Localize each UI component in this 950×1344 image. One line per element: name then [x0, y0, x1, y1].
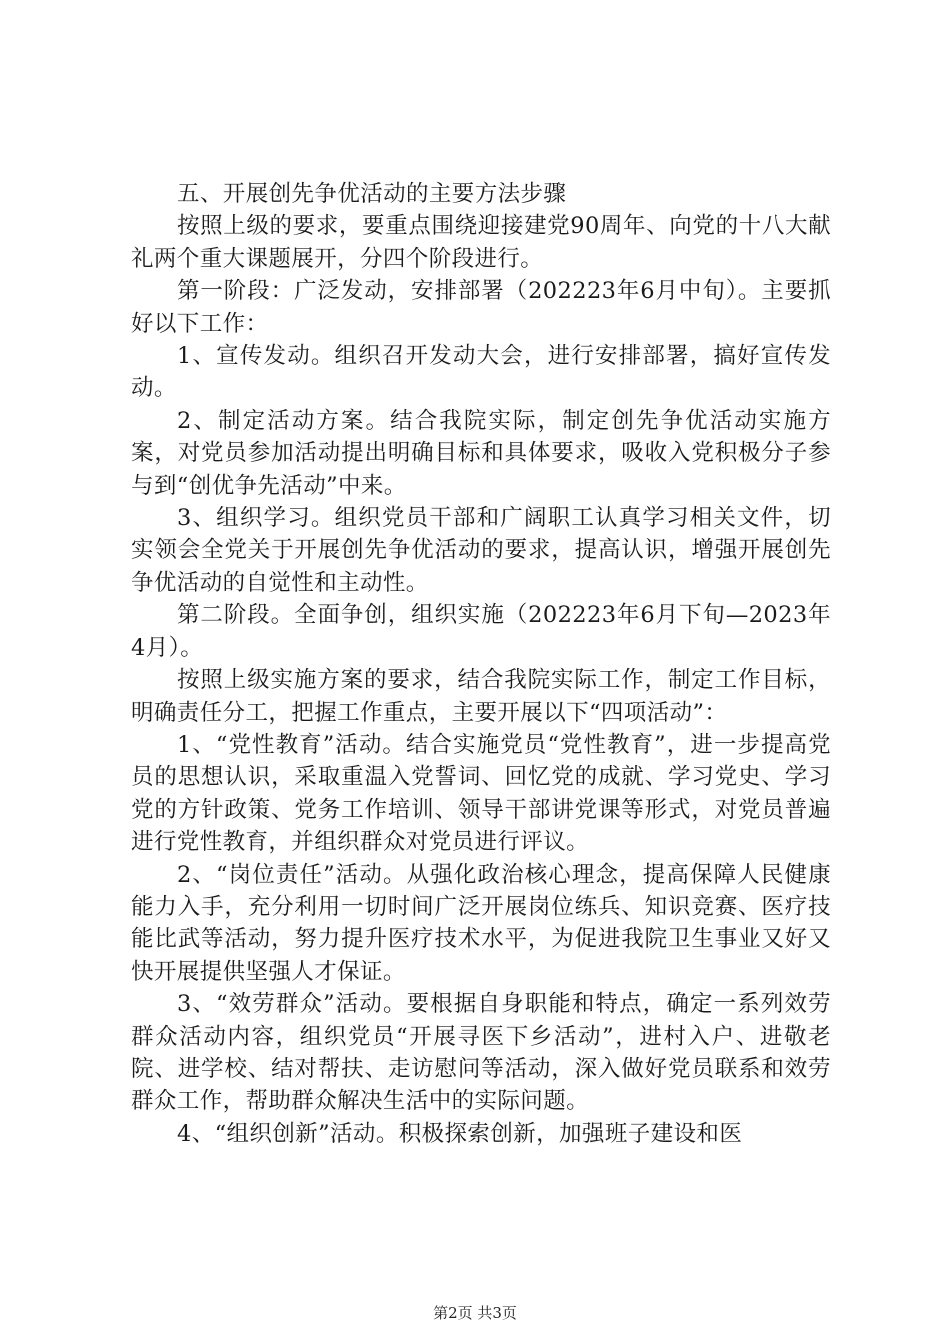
page-number-footer: 第2页 共3页 [433, 1304, 517, 1322]
paragraph-intro: 按照上级的要求，要重点围绕迎接建党90周年、向党的十八大献礼两个重大课题展开，分四个阶段进行。 [131, 213, 831, 272]
paragraph-item-plan: 2、制定活动方案。结合我院实际，制定创先争优活动实施方案，对党员参加活动提出明确目标和具体要求，吸收入党积极分子参与到“创优争先活动”中来。 [131, 407, 831, 499]
paragraph-activity-party-education: 1、“党性教育”活动。结合实施党员“党性教育”，进一步提高党员的思想认识，采取重温入党誓词、回忆党的成就、学习党史、学习党的方针政策、党务工作培训、领导干部讲党课等形式，对党员普遍进行党性教育，并组织群众对党员进行评议。 [131, 731, 831, 856]
paragraph-activity-serve-masses: 3、“效劳群众”活动。要根据自身职能和特点，确定一系列效劳群众活动内容，组织党员“开展寻医下乡活动”，进村入户、进敬老院、进学校、结对帮扶、走访慰问等活动，深入做好党员联系和效劳群众工作，帮助群众解决生活中的实际问题。 [131, 991, 831, 1115]
paragraph-activity-org-innovation: 4、“组织创新”活动。积极探索创新，加强班子建设和医 [177, 1120, 743, 1147]
document-body [131, 178, 831, 1150]
paragraph-phase-two: 第二阶段。全面争创，组织实施（202223年6月下旬—2023年4月）。 [131, 602, 831, 661]
section-heading: 五、开展创先争优活动的主要方法步骤 [177, 181, 567, 207]
paragraph-item-study: 3、组织学习。组织党员干部和广阔职工认真学习相关文件，切实领会全党关于开展创先争优活动的要求，提高认识，增强开展创先争优活动的自觉性和主动性。 [131, 505, 831, 596]
paragraph-phase-one: 第一阶段：广泛发动，安排部署（202223年6月中旬）。主要抓好以下工作： [131, 278, 831, 337]
paragraph-activity-job-responsibility: 2、“岗位责任”活动。从强化政治核心理念，提高保障人民健康能力入手，充分利用一切时间广泛开展岗位练兵、知识竞赛、医疗技能比武等活动，努力提升医疗技术水平，为促进我院卫生事业又好又快开展提供坚强人才保证。 [131, 861, 831, 985]
paragraph-item-publicity: 1、宣传发动。组织召开发动大会，进行安排部署，搞好宣传发动。 [131, 343, 831, 402]
paragraph-four-activities: 按照上级实施方案的要求，结合我院实际工作，制定工作目标，明确责任分工，把握工作重点，主要开展以下“四项活动”： [131, 667, 831, 726]
